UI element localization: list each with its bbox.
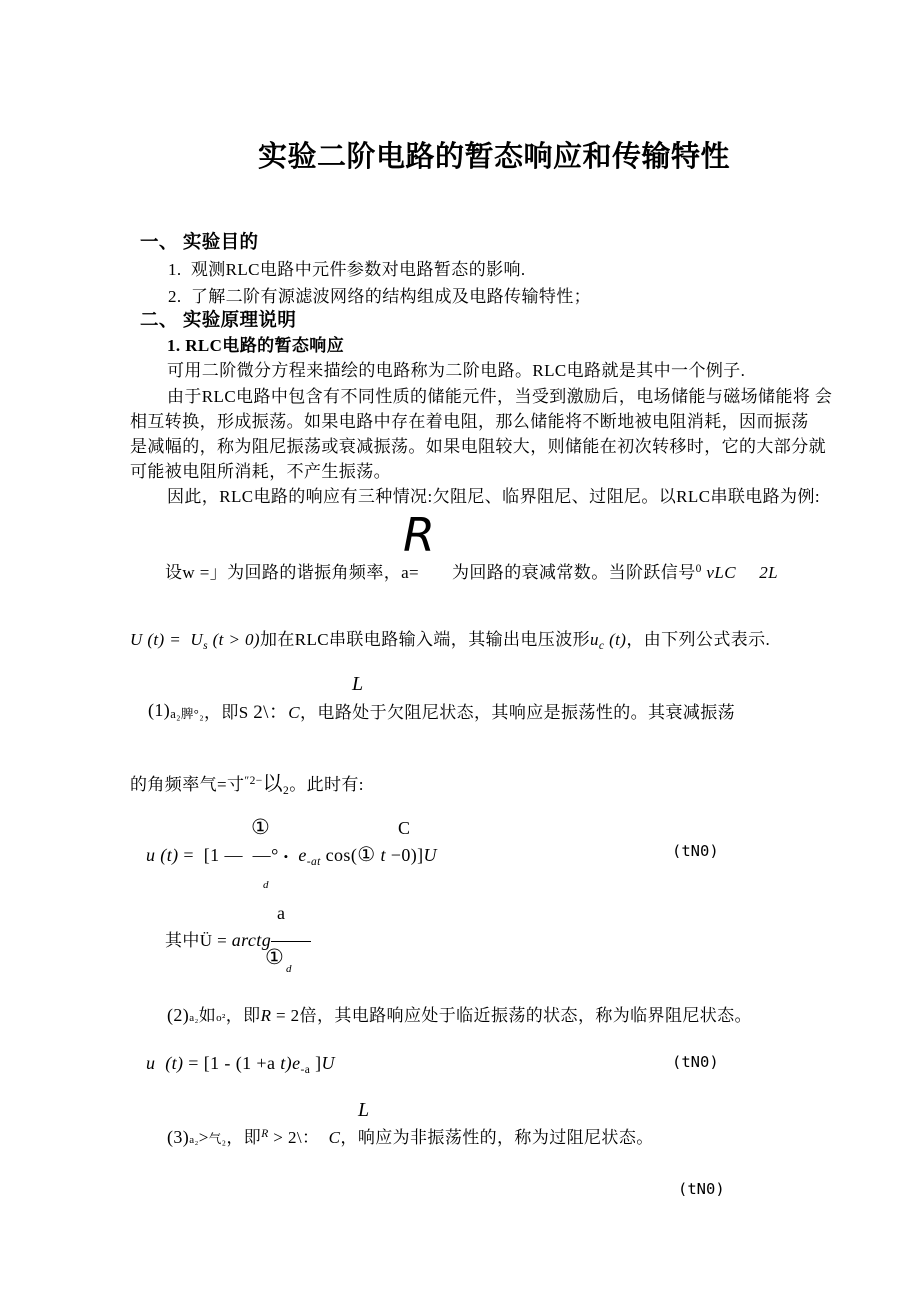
arctg-lead: 其中Ü <box>165 931 213 950</box>
formula1-d-subscript: d <box>263 879 269 891</box>
case2-r: R <box>260 1006 272 1025</box>
case2-f-seg2: = [1 - (1 +a <box>183 1053 281 1073</box>
input-seg4: u <box>590 630 599 649</box>
case2-number: (2) <box>167 1005 190 1025</box>
case1-freq-sub: 2 <box>283 785 290 797</box>
input-seg2: (t > 0) <box>207 630 260 649</box>
principle-para2-line1: 由于RLC电路中包含有不同性质的储能元件，当受到激励后，电场储能与磁场储能将 会 <box>167 387 833 406</box>
input-seg1: U (t) = U <box>130 630 204 649</box>
case1-seg2: 2\： <box>253 702 289 723</box>
arctg-fraction-bar <box>271 941 311 942</box>
resonance-2l: 2L <box>759 563 778 582</box>
resonance-vlc: vLC <box>706 563 736 582</box>
case3-qi-expr: 气₂ <box>208 1132 227 1146</box>
case3-seg2: > 2\： <box>268 1128 329 1147</box>
formula-big-r: R <box>403 508 436 562</box>
case2-f-e: e <box>292 1053 301 1073</box>
case1-condition-line <box>148 700 735 725</box>
arctg-a-numerator: a <box>277 903 285 923</box>
formula1-ut: u (t) <box>146 845 179 865</box>
case2-ruo: 如 <box>198 1006 217 1025</box>
principle-para2-line3: 是减幅的，称为阻尼振荡或衰减振荡。如果电阻较大，则储能在初次转移时，它的大部分就 <box>130 437 826 456</box>
case2-f-u: U <box>321 1053 335 1073</box>
arctg-eq: = <box>212 931 232 950</box>
formula1-dash2: —° <box>252 845 279 865</box>
section-principle-heading: 二、 实验原理说明 <box>140 311 297 331</box>
case1-freq-yi: 以 <box>262 773 284 795</box>
principle-sub-heading: 1. RLC电路的暂态响应 <box>167 336 345 355</box>
case2-f-seg4: ] <box>310 1053 322 1073</box>
section-purpose-heading: 一、 实验目的 <box>140 233 259 253</box>
input-seg3: 加在RLC串联电路输入端，其输出电压波形 <box>259 630 590 649</box>
case1-seg3: ，电路处于欠阻尼状态，其响应是振荡性的。其衰减振荡 <box>300 703 736 722</box>
resonance-mid-text: 为回路的衰减常数。当阶跃信号 <box>452 563 696 582</box>
case3-seg1: ，即 <box>226 1128 262 1147</box>
formula1-main <box>146 843 437 870</box>
case2-f-seg3: ) <box>285 1053 293 1073</box>
formula1-domain-note: (tN0) <box>672 842 719 860</box>
formula1-cos: cos( <box>320 845 358 865</box>
formula1-circled-one-top: ① <box>251 815 270 839</box>
arctg-fn: arctg <box>231 930 272 950</box>
formula1-e: e <box>298 845 307 865</box>
case1-sub-expr: a₂脾°₂ <box>170 707 204 721</box>
case3-domain-note: (tN0) <box>678 1180 725 1198</box>
case2-sub-expr: o² <box>216 1012 226 1024</box>
case1-freq2: 。此时有: <box>289 775 364 794</box>
case3-l-symbol: L <box>358 1099 370 1121</box>
case1-freq-sup: ″2− <box>244 775 263 787</box>
case3-gt: > <box>198 1128 209 1147</box>
resonance-sup-zero: 0 <box>695 563 702 575</box>
case1-freq1: 的角频率气=寸 <box>130 775 245 794</box>
case2-f-ut: u (t) <box>146 1053 184 1073</box>
case1-l-symbol: L <box>352 673 364 695</box>
principle-para3: 因此，RLC电路的响应有三种情况:欠阻尼、临界阻尼、过阻尼。以RLC串联电路为例: <box>167 487 820 506</box>
formula1-e-sub: -at <box>306 856 321 868</box>
formula1-seg2: = [1 <box>178 845 220 865</box>
case2-seg2: = 2倍，其电路响应处于临近振荡的状态，称为临界阻尼状态。 <box>271 1006 752 1025</box>
input-sub-c: c <box>598 640 605 652</box>
case1-c: C <box>288 703 301 722</box>
case1-seg1: ，即S <box>203 703 254 722</box>
case3-condition-line <box>167 1127 654 1149</box>
resonance-line-right <box>452 563 778 583</box>
case2-f-t: t <box>280 1053 286 1073</box>
formula1-t: t <box>375 845 386 865</box>
arctg-main <box>165 930 311 952</box>
case3-r: R <box>261 1128 269 1140</box>
input-seg6: ，由下列公式表示. <box>626 630 771 649</box>
case3-c: C <box>328 1128 341 1147</box>
principle-para2-line4: 可能被电阻所消耗，不产生振荡。 <box>130 462 391 481</box>
formula1-block <box>146 815 726 895</box>
case3-sup-expr: a₂ <box>189 1134 199 1146</box>
case3-seg3: ，响应为非振荡性的，称为过阻尼状态。 <box>340 1128 654 1147</box>
formula1-dash1: — <box>224 845 243 865</box>
case2-domain-note: (tN0) <box>672 1053 719 1071</box>
formula1-seg5: −0)] <box>385 845 424 865</box>
formula1-bullet: • <box>283 849 289 864</box>
case1-frequency-line <box>130 772 364 799</box>
principle-para1: 可用二阶微分方程来描绘的电路称为二阶电路。RLC电路就是其中一个例子. <box>167 361 746 380</box>
case1-number: (1) <box>148 700 171 720</box>
case2-condition-line <box>167 1005 752 1027</box>
purpose-item-2: 2. 了解二阶有源滤波网络的结构组成及电路传输特性； <box>168 287 592 306</box>
purpose-item-1: 1. 观测RLC电路中元件参数对电路暂态的影响. <box>168 260 526 279</box>
case3-number: (3) <box>167 1127 190 1147</box>
resonance-left-text: 设w =」为回路的谐振角频率，a= <box>165 563 420 582</box>
case2-sup-expr: a₂ <box>189 1012 199 1024</box>
case2-seg1: ，即 <box>225 1006 261 1025</box>
case2-f-e-sub: -a <box>300 1064 311 1076</box>
formula1-u-end: U <box>423 845 437 865</box>
formula1-circled-one-mid: ① <box>357 844 376 866</box>
principle-para2-line2: 相互转换，形成振荡。如果电路中存在着电阻，那么储能将不断地被电阻消耗，因而振荡 <box>130 412 809 431</box>
formula1-c-top: C <box>398 818 411 838</box>
input-signal-line <box>130 630 770 654</box>
arctg-block <box>165 903 365 983</box>
resonance-line-left <box>165 563 419 583</box>
page-title: 实验二阶电路的暂态响应和传输特性 <box>258 141 731 173</box>
arctg-d-subscript: d <box>286 963 292 975</box>
input-sub-s: s <box>203 640 208 652</box>
input-seg5: (t) <box>604 630 627 649</box>
arctg-circled-one-denominator: ① <box>265 945 284 969</box>
case2-formula <box>146 1053 335 1078</box>
